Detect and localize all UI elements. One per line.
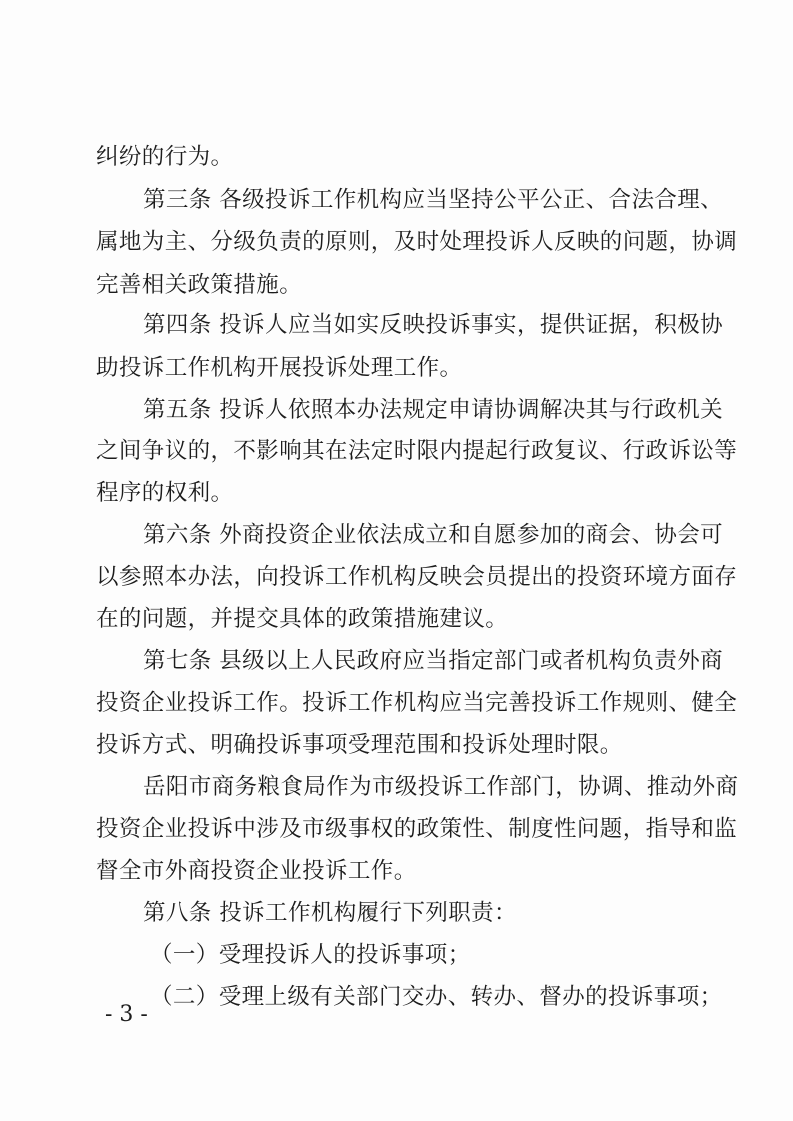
list-item-2: （二）受理上级有关部门交办、转办、督办的投诉事项； xyxy=(150,984,723,1010)
article-3-line-2: 属地为主、分级负责的原则，及时处理投诉人反映的问题，协调 xyxy=(96,229,738,255)
article-7-line-2: 投资企业投诉工作。投诉工作机构应当完善投诉工作规则、健全 xyxy=(96,690,738,716)
article-4-line-2: 助投诉工作机构开展投诉处理工作。 xyxy=(96,355,463,381)
article-3-line-3: 完善相关政策措施。 xyxy=(96,272,303,298)
article-6-line-3: 在的问题，并提交具体的政策措施建议。 xyxy=(96,606,509,632)
paragraph-line-2: 投资企业投诉中涉及市级事权的政策性、制度性问题，指导和监 xyxy=(96,816,738,842)
paragraph-line-3: 督全市外商投资企业投诉工作。 xyxy=(96,858,417,884)
article-8-heading: 第八条 投诉工作机构履行下列职责： xyxy=(143,900,517,926)
list-item-1: （一）受理投诉人的投诉事项； xyxy=(150,942,471,968)
article-4-line-1: 第四条 投诉人应当如实反映投诉事实，提供证据，积极协 xyxy=(143,312,724,338)
article-3-line-1: 第三条 各级投诉工作机构应当坚持公平公正、合法合理、 xyxy=(143,187,724,213)
article-6-line-1: 第六条 外商投资企业依法成立和自愿参加的商会、协会可 xyxy=(143,522,724,548)
page-number: - 3 - xyxy=(105,1002,148,1027)
article-7-line-1: 第七条 县级以上人民政府应当指定部门或者机构负责外商 xyxy=(143,648,724,674)
text-line: 纠纷的行为。 xyxy=(96,144,234,170)
article-5-line-3: 程序的权利。 xyxy=(96,480,234,506)
article-6-line-2: 以参照本办法，向投诉工作机构反映会员提出的投资环境方面存 xyxy=(96,564,738,590)
article-5-line-2: 之间争议的，不影响其在法定时限内提起行政复议、行政诉讼等 xyxy=(96,438,738,464)
article-5-line-1: 第五条 投诉人依照本办法规定申请协调解决其与行政机关 xyxy=(143,397,724,423)
paragraph-line-1: 岳阳市商务粮食局作为市级投诉工作部门，协调、推动外商 xyxy=(143,774,739,800)
article-7-line-3: 投诉方式、明确投诉事项受理范围和投诉处理时限。 xyxy=(96,732,623,758)
